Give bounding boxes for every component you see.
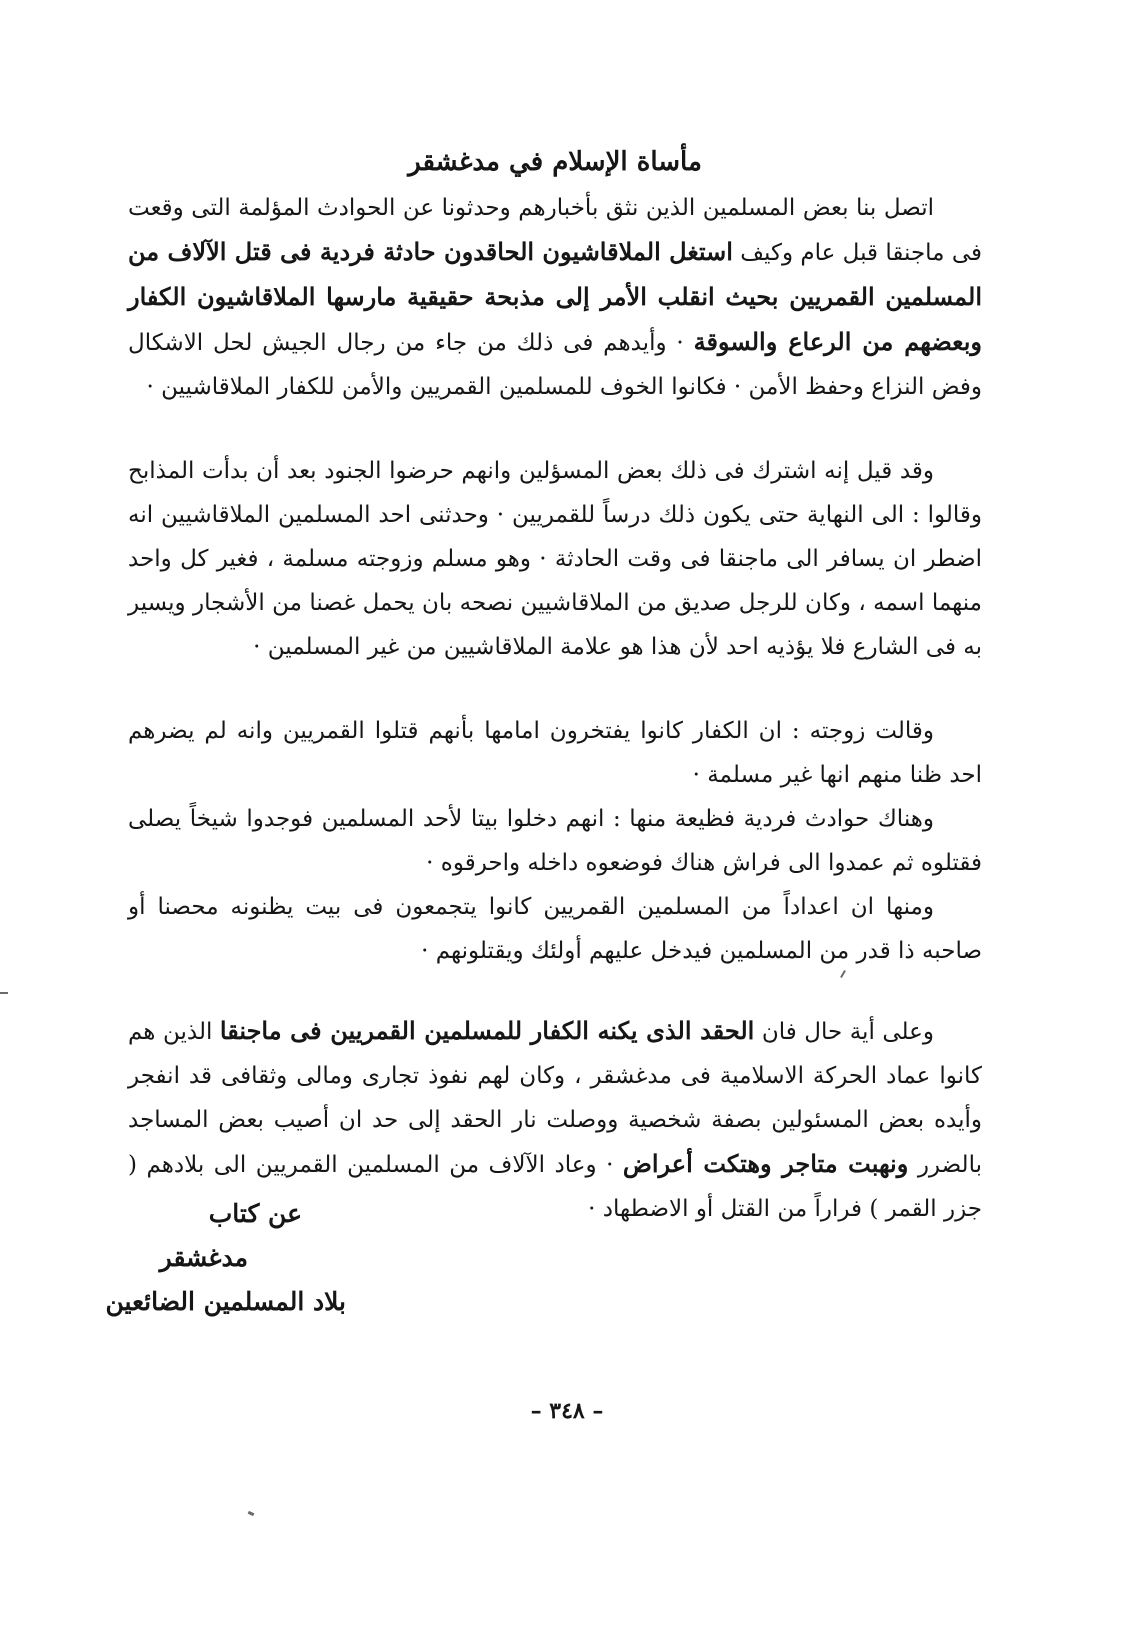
spacer: [128, 409, 982, 449]
scan-speck: [0, 992, 8, 994]
paragraph-6-bold-a: الحقد الذى يكنه الكفار للمسلمين القمريين فى ماجنقا: [219, 1016, 755, 1045]
paragraph-4: وهناك حوادث فردية فظيعة منها : انهم دخلوا بيتا لأحد المسلمين فوجدوا شيخاً يصلى فقتلوه ثم عمدوا الى فراش هناك فوضعوه داخله واحرقوه ·: [128, 806, 982, 876]
paragraph-1-bold: استغل الملاقاشيون الحاقدون حادثة فردية فى قتل الآلاف من المسلمين القمريين بحيث انقلب الأمر إلى مذبحة حقيقية مارسها الملاقاشيون الكفار وبعضهم من الرعاع والسوقة: [128, 237, 982, 356]
paragraph-2: وقد قيل إنه اشترك فى ذلك بعض المسؤلين وانهم حرضوا الجنود بعد أن بدأت المذابح وقالوا : الى النهاية حتى يكون ذلك درساً للقمريين · وحدثنى احد المسلمين الملاقاشيين انه اضطر ان يسافر الى ماجنقا فى وقت الحادثة · وهو مسلم وزوجته مسلمة ، فغير كل واحد منهما اسمه ، وكان للرجل صديق من الملاقاشيين نصحه بان يحمل غصنا من الأشجار ويسير به فى الشارع فلا يؤذيه احد لأن هذا هو علامة الملاقاشيين من غير المسلمين ·: [128, 458, 982, 660]
paragraph-6-text-b: الذين هم كانوا عماد الحركة الاسلامية فى مدغشقر ، وكان لهم نفوذ تجارى ومالى وثقافى قد انفجر وأيده بعض المسئولين بصفة شخصية ووصلت نار الحقد إلى حد ان أصيب بعض المساجد بالضرر: [128, 1019, 982, 1178]
article-title: مأساة الإسلام في مدغشقر: [408, 147, 702, 177]
spacer: [128, 973, 982, 1009]
article-body: [128, 140, 982, 1231]
signature-line-2: مدغشقر: [159, 1243, 248, 1272]
paragraph-1-text-b: · وأيدهم فى ذلك من جاء من رجال الجيش لحل الاشكال وفض النزاع وحفظ الأمن · فكانوا الخوف للمسلمين القمريين والأمن للكفار الملاقاشيين ·: [128, 330, 982, 400]
page-number: – ٣٤٨ –: [530, 1398, 604, 1424]
signature-line-1: عن كتاب: [208, 1199, 302, 1228]
paragraph-1-text-a: اتصل بنا بعض المسلمين الذين نثق بأخبارهم وحدثونا عن الحوادث المؤلمة التى وقعت فى ماجنقا قبل عام وكيف: [128, 195, 982, 266]
spacer: [128, 669, 982, 709]
paragraph-5: ومنها ان اعداداً من المسلمين القمريين كانوا يتجمعون فى بيت يظنونه محصنا أو صاحبه ذا قدر من المسلمين فيدخل عليهم أولئك ويقتلونهم ·: [128, 894, 982, 964]
paragraph-1: [128, 186, 982, 409]
paragraph-3: وقالت زوجته : ان الكفار كانوا يفتخرون امامها بأنهم قتلوا القمريين وانه لم يضرهم احد ظنا منهم انها غير مسلمة ·: [128, 718, 982, 788]
paragraph-6-bold-b: ونهبت متاجر وهتكت أعراض: [622, 1149, 909, 1178]
paragraph-6-text-c: · وعاد الآلاف من المسلمين القمريين الى بلادهم ( جزر القمر ) فراراً من القتل أو الاضطهاد ·: [128, 1152, 982, 1222]
scan-speck: [248, 1511, 255, 1516]
source-signature: [106, 1192, 347, 1324]
signature-line-3: بلاد المسلمين الضائعين: [105, 1287, 346, 1316]
paragraph-6-text-a: وعلى أية حال فان: [754, 1019, 934, 1045]
